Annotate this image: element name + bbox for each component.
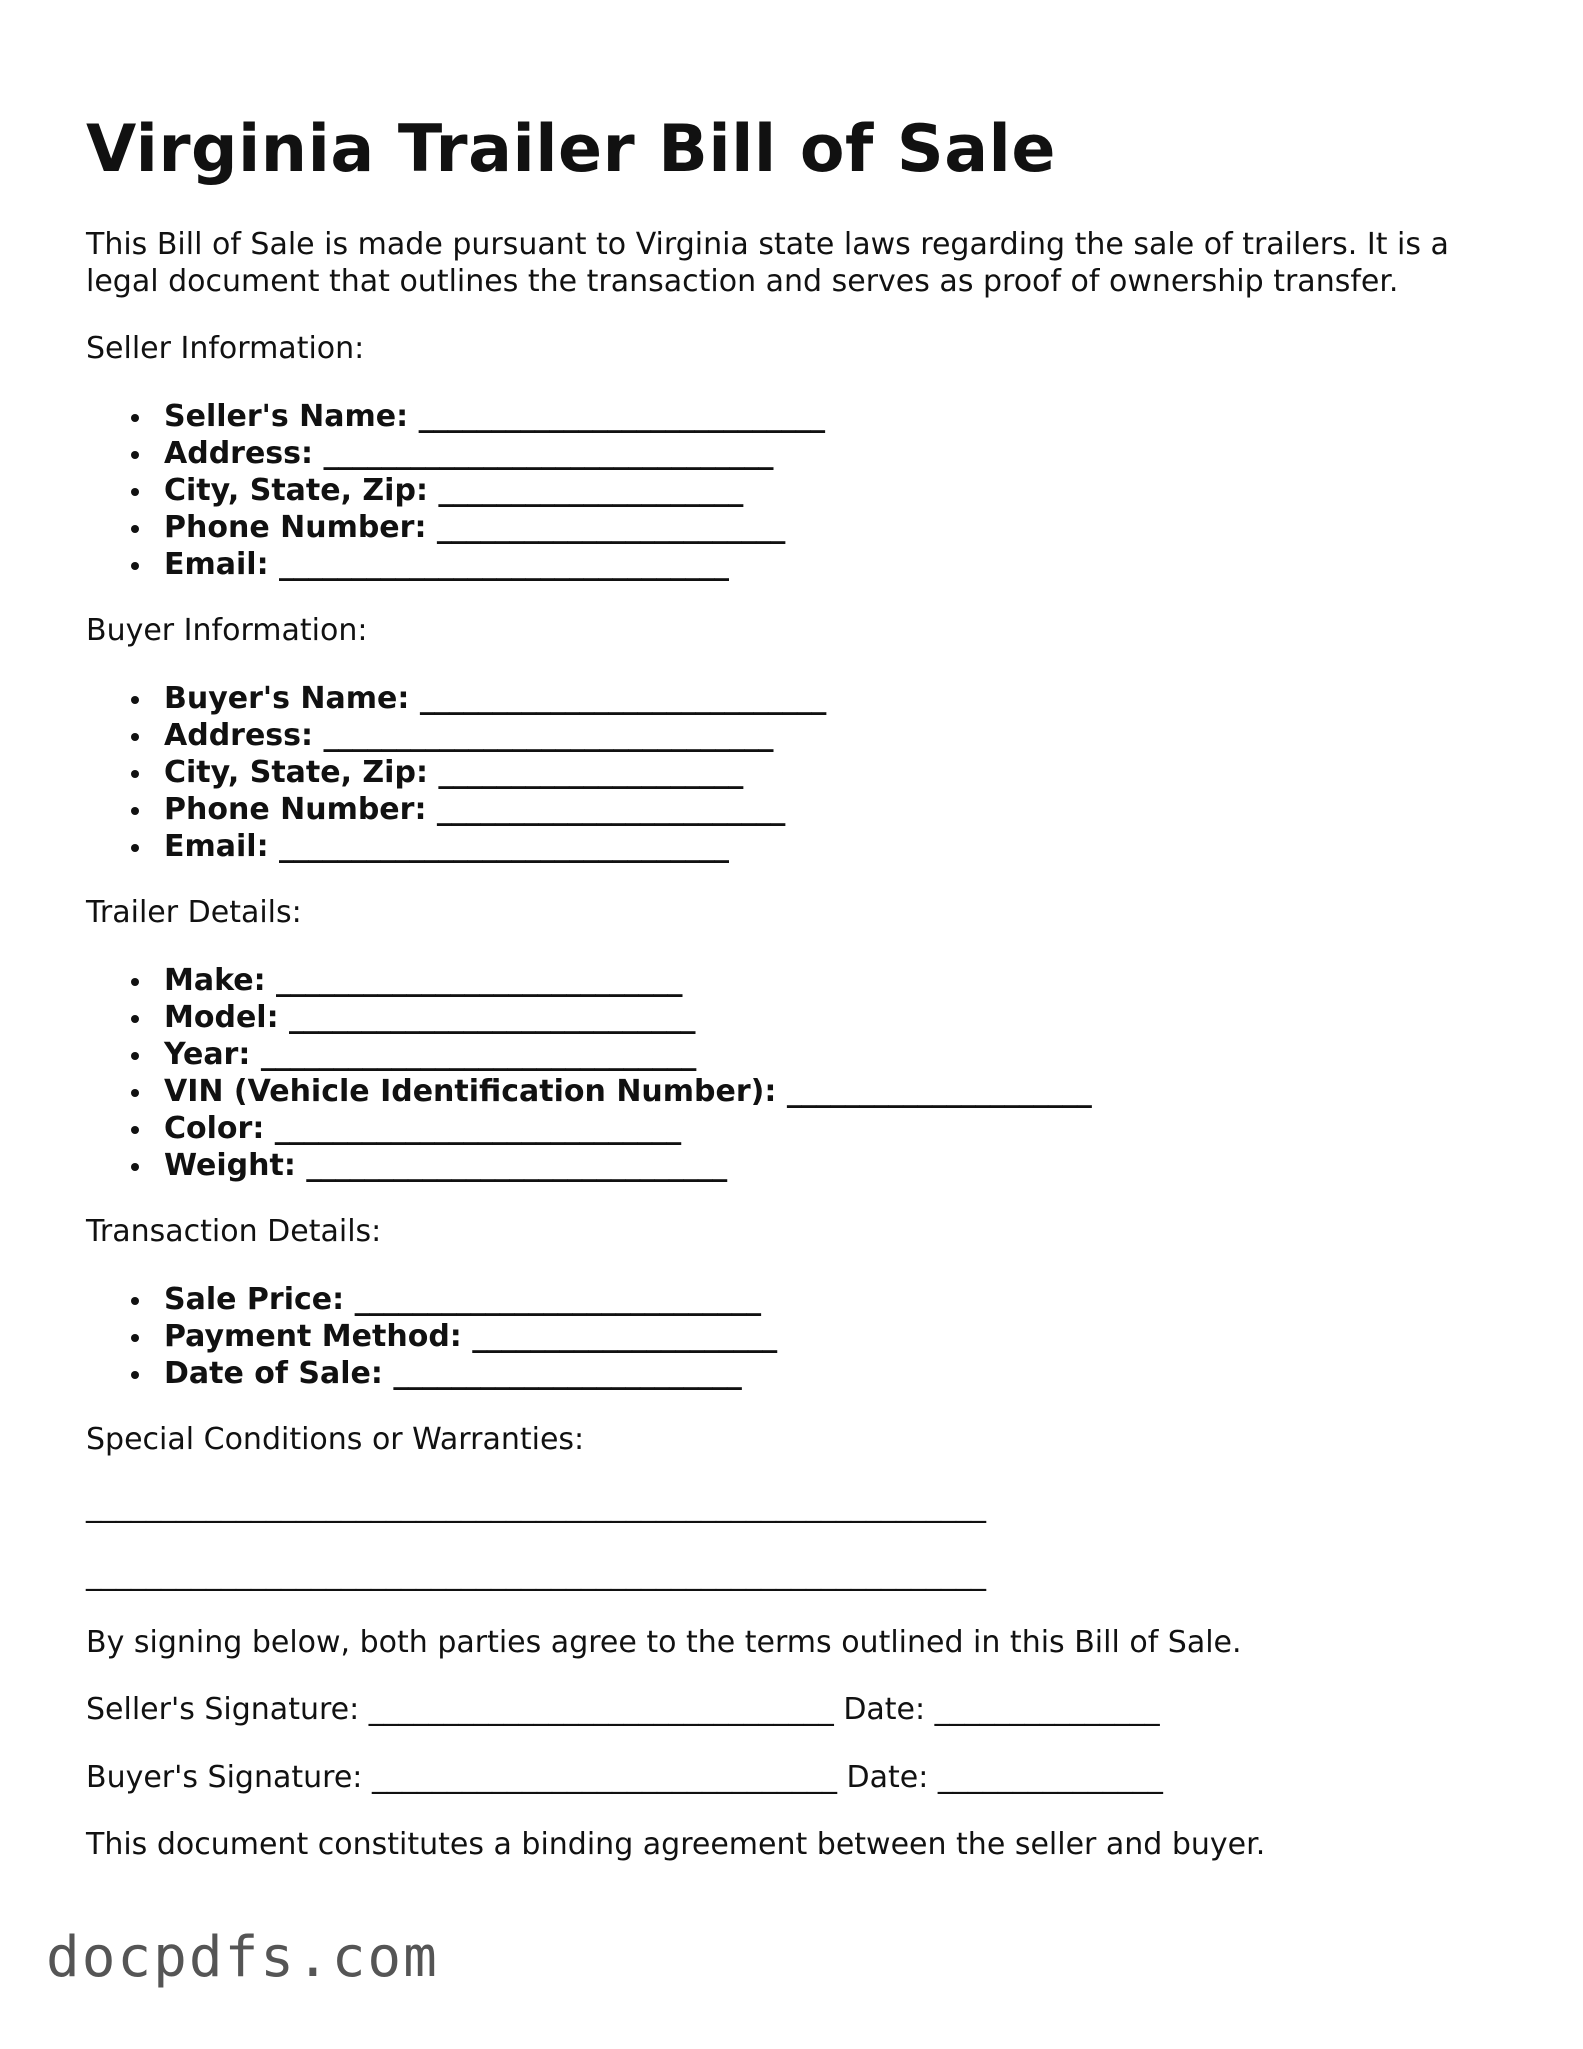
sale-price-field[interactable]	[164, 1281, 777, 1318]
field-label: VIN (Vehicle Identification Number):	[164, 1074, 777, 1109]
transaction-fields	[86, 1281, 777, 1392]
field-label: Date of Sale:	[164, 1356, 383, 1391]
field-label: Weight:	[164, 1148, 296, 1183]
closing-statement: This document constitutes a binding agreement between the seller and buyer.	[86, 1827, 1266, 1862]
field-blank[interactable]: ____________________________	[289, 1000, 696, 1035]
field-label: City, State, Zip:	[164, 755, 428, 790]
document-page	[86, 112, 1506, 1862]
seller-phone-field[interactable]	[164, 509, 825, 546]
buyer-signature-blank[interactable]: _______________________________	[371, 1760, 837, 1795]
seller-signature-blank[interactable]: _______________________________	[368, 1692, 834, 1727]
transaction-heading: Transaction Details:	[86, 1214, 382, 1249]
field-label: Color:	[164, 1111, 265, 1146]
field-blank[interactable]: ____________________________	[276, 963, 683, 998]
buyer-address-field[interactable]	[164, 717, 826, 754]
field-label: City, State, Zip:	[164, 473, 428, 508]
agreement-statement: By signing below, both parties agree to the terms outlined in this Bill of Sale.	[86, 1625, 1242, 1660]
field-blank[interactable]: _____________________	[438, 473, 743, 508]
seller-date-label: Date:	[843, 1692, 926, 1727]
trailer-year-field[interactable]	[164, 1036, 1091, 1073]
transaction-section	[86, 1213, 777, 1392]
seller-signature-label: Seller's Signature:	[86, 1692, 360, 1727]
seller-fields	[86, 398, 825, 583]
field-label: Seller's Name:	[164, 399, 409, 434]
field-label: Sale Price:	[164, 1282, 345, 1317]
field-blank[interactable]: ________________________	[436, 510, 785, 545]
payment-method-field[interactable]	[164, 1318, 777, 1355]
seller-city-field[interactable]	[164, 472, 825, 509]
date-of-sale-field[interactable]	[164, 1355, 777, 1392]
trailer-section	[86, 894, 1091, 1184]
document-title: Virginia Trailer Bill of Sale	[86, 112, 1056, 187]
trailer-vin-field[interactable]	[164, 1073, 1091, 1110]
field-blank[interactable]: ________________________	[393, 1356, 742, 1391]
field-blank[interactable]: ______________________________	[260, 1037, 696, 1072]
trailer-weight-field[interactable]	[164, 1147, 1091, 1184]
buyer-fields	[86, 680, 826, 865]
seller-date-blank[interactable]: _______________	[934, 1692, 1160, 1727]
intro-paragraph: This Bill of Sale is made pursuant to Virginia state laws regarding the sale of trailers. It is a legal document that outlines the transaction and serves as proof of ownership transfer.	[86, 227, 1449, 299]
trailer-make-field[interactable]	[164, 962, 1091, 999]
buyer-section	[86, 612, 826, 865]
field-blank[interactable]: ____________________________	[418, 399, 825, 434]
trailer-fields	[86, 962, 1091, 1184]
buyer-date-label: Date:	[846, 1760, 929, 1795]
seller-address-field[interactable]	[164, 435, 825, 472]
seller-email-field[interactable]	[164, 546, 825, 583]
field-blank[interactable]: ____________________________	[274, 1111, 681, 1146]
buyer-heading: Buyer Information:	[86, 613, 368, 648]
field-blank[interactable]: _____________________	[438, 755, 743, 790]
field-label: Make:	[164, 963, 266, 998]
field-blank[interactable]: _______________________________	[323, 436, 773, 471]
seller-name-field[interactable]	[164, 398, 825, 435]
buyer-email-field[interactable]	[164, 828, 826, 865]
field-blank[interactable]: _______________________________	[279, 547, 729, 582]
buyer-date-blank[interactable]: _______________	[937, 1760, 1163, 1795]
field-label: Payment Method:	[164, 1319, 462, 1354]
watermark: docpdfs.com	[46, 1925, 439, 1990]
special-conditions-line-1[interactable]: ____________________________________________________________	[86, 1489, 986, 1524]
field-blank[interactable]: _____________________	[472, 1319, 777, 1354]
field-label: Address:	[164, 436, 314, 471]
field-blank[interactable]: _______________________________	[323, 718, 773, 753]
trailer-color-field[interactable]	[164, 1110, 1091, 1147]
seller-heading: Seller Information:	[86, 331, 365, 366]
field-blank[interactable]: ________________________	[436, 792, 785, 827]
special-conditions-heading: Special Conditions or Warranties:	[86, 1422, 585, 1457]
field-label: Phone Number:	[164, 510, 427, 545]
field-blank[interactable]: ____________________________	[419, 681, 826, 716]
field-blank[interactable]: _____________________	[786, 1074, 1092, 1109]
buyer-name-field[interactable]	[164, 680, 826, 717]
trailer-model-field[interactable]	[164, 999, 1091, 1036]
buyer-signature-line	[86, 1759, 1163, 1796]
buyer-city-field[interactable]	[164, 754, 826, 791]
special-conditions-line-2[interactable]: ____________________________________________________________	[86, 1557, 986, 1592]
field-label: Year:	[164, 1037, 251, 1072]
field-label: Phone Number:	[164, 792, 427, 827]
field-blank[interactable]: _______________________________	[279, 829, 729, 864]
field-label: Email:	[164, 547, 269, 582]
field-label: Address:	[164, 718, 314, 753]
seller-section	[86, 330, 825, 583]
field-label: Email:	[164, 829, 269, 864]
field-label: Model:	[164, 1000, 279, 1035]
trailer-heading: Trailer Details:	[86, 895, 302, 930]
buyer-phone-field[interactable]	[164, 791, 826, 828]
field-blank[interactable]: ____________________________	[354, 1282, 761, 1317]
buyer-signature-label: Buyer's Signature:	[86, 1760, 363, 1795]
field-blank[interactable]: _____________________________	[306, 1148, 727, 1183]
field-label: Buyer's Name:	[164, 681, 410, 716]
seller-signature-line	[86, 1691, 1160, 1728]
